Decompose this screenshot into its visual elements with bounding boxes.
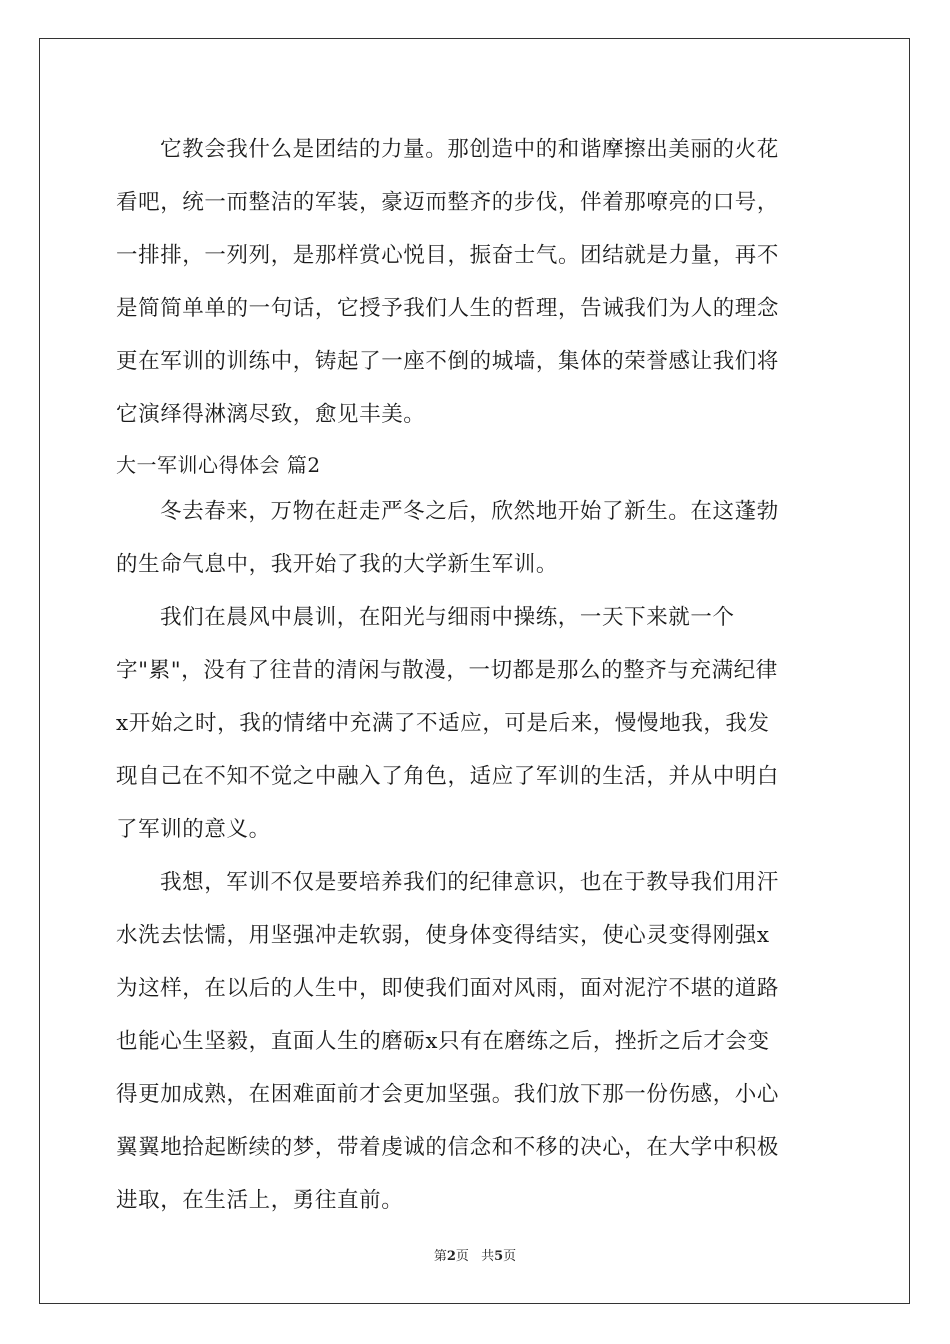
text-line: 是简简单单的一句话，它授予我们人生的哲理，告诫我们为人的理念 [116,296,780,321]
page-number: 第2页 [433,1249,469,1264]
text-line: 更在军训的训练中，铸起了一座不倒的城墙，集体的荣誉感让我们将 [116,349,780,374]
paragraph [116,861,836,1232]
text-line: 它演绎得淋漓尽致，愈见丰美。 [116,402,426,427]
paragraph [116,490,836,596]
text-line: 它教会我什么是团结的力量。那创造中的和谐摩擦出美丽的火花 [160,137,779,162]
page-total: 共5页 [481,1249,517,1264]
section-heading: 大一军训心得体会 篇2 [116,453,321,477]
text-line: 的生命气息中，我开始了我的大学新生军训。 [116,552,559,577]
text-line: 翼翼地拾起断续的梦，带着虔诚的信念和不移的决心，在大学中积极 [116,1135,780,1160]
text-line: 我们在晨风中晨训，在阳光与细雨中操练，一天下来就一个 [160,605,735,630]
text-line: x开始之时，我的情绪中充满了不适应，可是后来，慢慢地我，我发 [116,711,770,736]
text-line: 我想，军训不仅是要培养我们的纪律意识，也在于教导我们用汗 [160,870,779,895]
page-footer [0,1245,950,1264]
text-line: 了军训的意义。 [116,817,271,842]
text-line: 也能心生坚毅，直面人生的磨砺x只有在磨练之后，挫折之后才会变 [116,1029,770,1054]
text-line: 现自己在不知不觉之中融入了角色，适应了军训的生活，并从中明白 [116,764,780,789]
paragraph [116,596,836,861]
text-line: 得更加成熟，在困难面前才会更加坚强。我们放下那一份伤感，小心 [116,1082,780,1107]
text-line: 一排排，一列列，是那样赏心悦目，振奋士气。团结就是力量，再不 [116,243,780,268]
text-line: 冬去春来，万物在赶走严冬之后，欣然地开始了新生。在这蓬勃 [160,499,779,524]
text-line: 水洗去怯懦，用坚强冲走软弱，使身体变得结实，使心灵变得刚强x [116,923,770,948]
text-line: 看吧，统一而整洁的军装，豪迈而整齐的步伐，伴着那嘹亮的口号， [116,190,780,215]
text-line: 字"累"，没有了往昔的清闲与散漫，一切都是那么的整齐与充满纪律 [116,658,778,683]
paragraph [116,128,836,446]
text-line: 进取，在生活上，勇往直前。 [116,1188,404,1213]
document-body [116,128,836,1232]
text-line: 为这样，在以后的人生中，即使我们面对风雨，面对泥泞不堪的道路 [116,976,780,1001]
